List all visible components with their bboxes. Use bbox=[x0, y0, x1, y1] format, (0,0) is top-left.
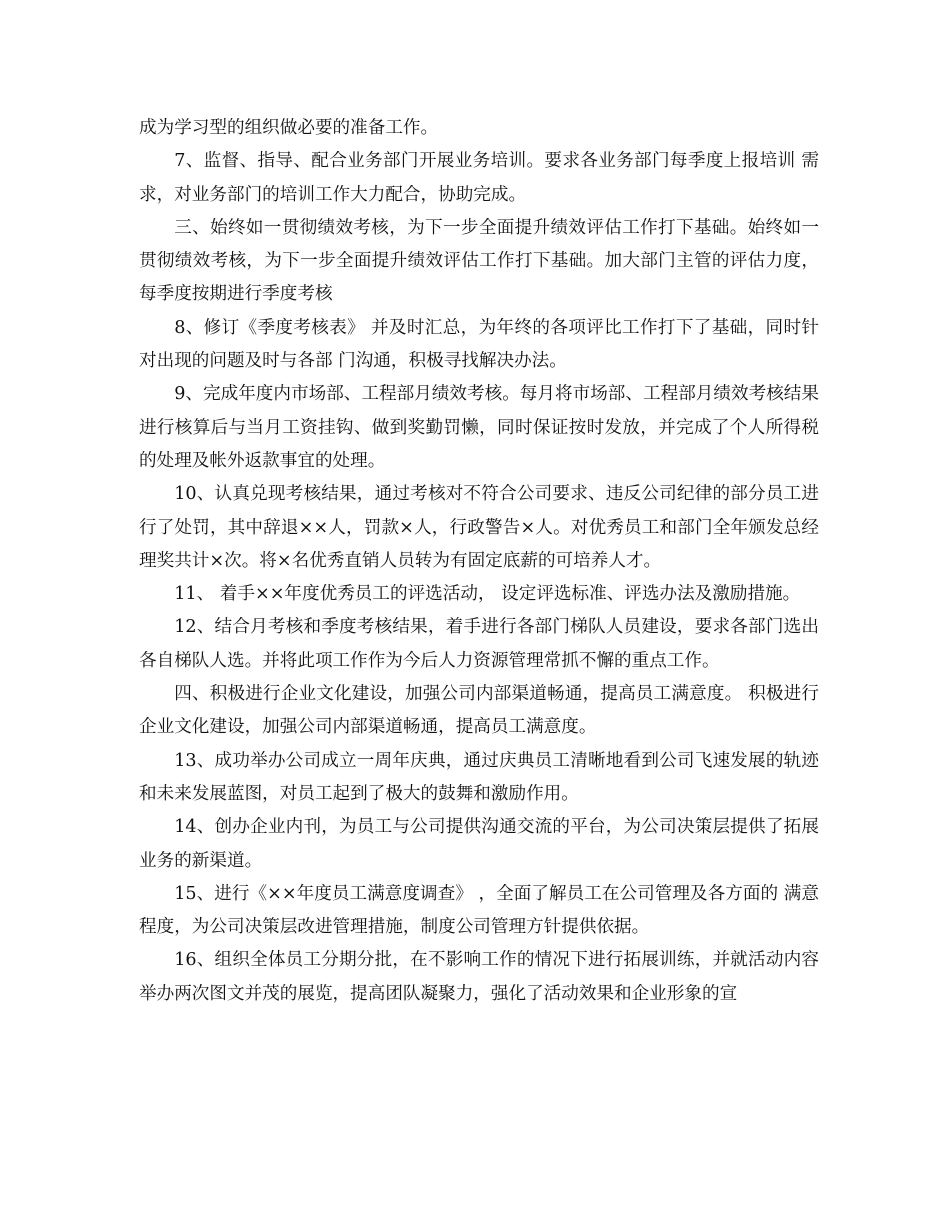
paragraph: 10、认真兑现考核结果，通过考核对不符合公司要求、违反公司纪律的部分员工进行了处罚，其中辞退××人，罚款×人，行政警告×人。对优秀员工和部门全年颁发总经理奖共计×次。将×名优秀直销人员转为有固定底薪的可培养人才。 bbox=[139, 484, 819, 571]
paragraph: 14、创办企业内刊，为员工与公司提供沟通交流的平台，为公司决策层提供了拓展业务的新渠道。 bbox=[139, 817, 819, 871]
paragraph: 三、始终如一贯彻绩效考核，为下一步全面提升绩效评估工作打下基础。始终如一贯彻绩效考核，为下一步全面提升绩效评估工作打下基础。加大部门主管的评估力度，每季度按期进行季度考核 bbox=[139, 217, 819, 305]
paragraph: 7、监督、指导、配合业务部门开展业务培训。要求各业务部门每季度上报培训 需求，对业务部门的培训工作大力配合，协助完成。 bbox=[139, 151, 819, 205]
paragraph: 11、 着手××年度优秀员工的评选活动， 设定评选标准、评选办法及激励措施。 bbox=[174, 584, 801, 605]
paragraph: 12、结合月考核和季度考核结果，着手进行各部门梯队人员建设，要求各部门选出各自梯队人选。并将此项工作作为今后人力资源管理常抓不懈的重点工作。 bbox=[139, 617, 819, 671]
document-body bbox=[139, 112, 819, 1011]
paragraph: 四、积极进行企业文化建设，加强公司内部渠道畅通，提高员工满意度。 积极进行企业文化建设，加强公司内部渠道畅通，提高员工满意度。 bbox=[139, 684, 819, 738]
paragraph: 13、成功举办公司成立一周年庆典，通过庆典员工清晰地看到公司飞速发展的轨迹和未来发展蓝图，对员工起到了极大的鼓舞和激励作用。 bbox=[139, 750, 819, 804]
paragraph: 9、完成年度内市场部、工程部月绩效考核。每月将市场部、工程部月绩效考核结果进行核算后与当月工资挂钩、做到奖勤罚懒，同时保证按时发放，并完成了个人所得税的处理及帐外返款事宜的处理。 bbox=[139, 384, 819, 471]
paragraph: 成为学习型的组织做必要的准备工作。 bbox=[139, 118, 439, 138]
paragraph: 15、进行《××年度员工满意度调查》 ，全面了解员工在公司管理及各方面的 满意程度，为公司决策层改进管理措施，制度公司管理方针提供依据。 bbox=[139, 883, 819, 938]
paragraph: 8、修订《季度考核表》 并及时汇总，为年终的各项评比工作打下了基础，同时针对出现的问题及时与各部 门沟通，积极寻找解决办法。 bbox=[139, 317, 819, 372]
paragraph: 16、组织全体员工分期分批，在不影响工作的情况下进行拓展训练，并就活动内容举办两次图文并茂的展览，提高团队凝聚力，强化了活动效果和企业形象的宣 bbox=[139, 950, 819, 1004]
